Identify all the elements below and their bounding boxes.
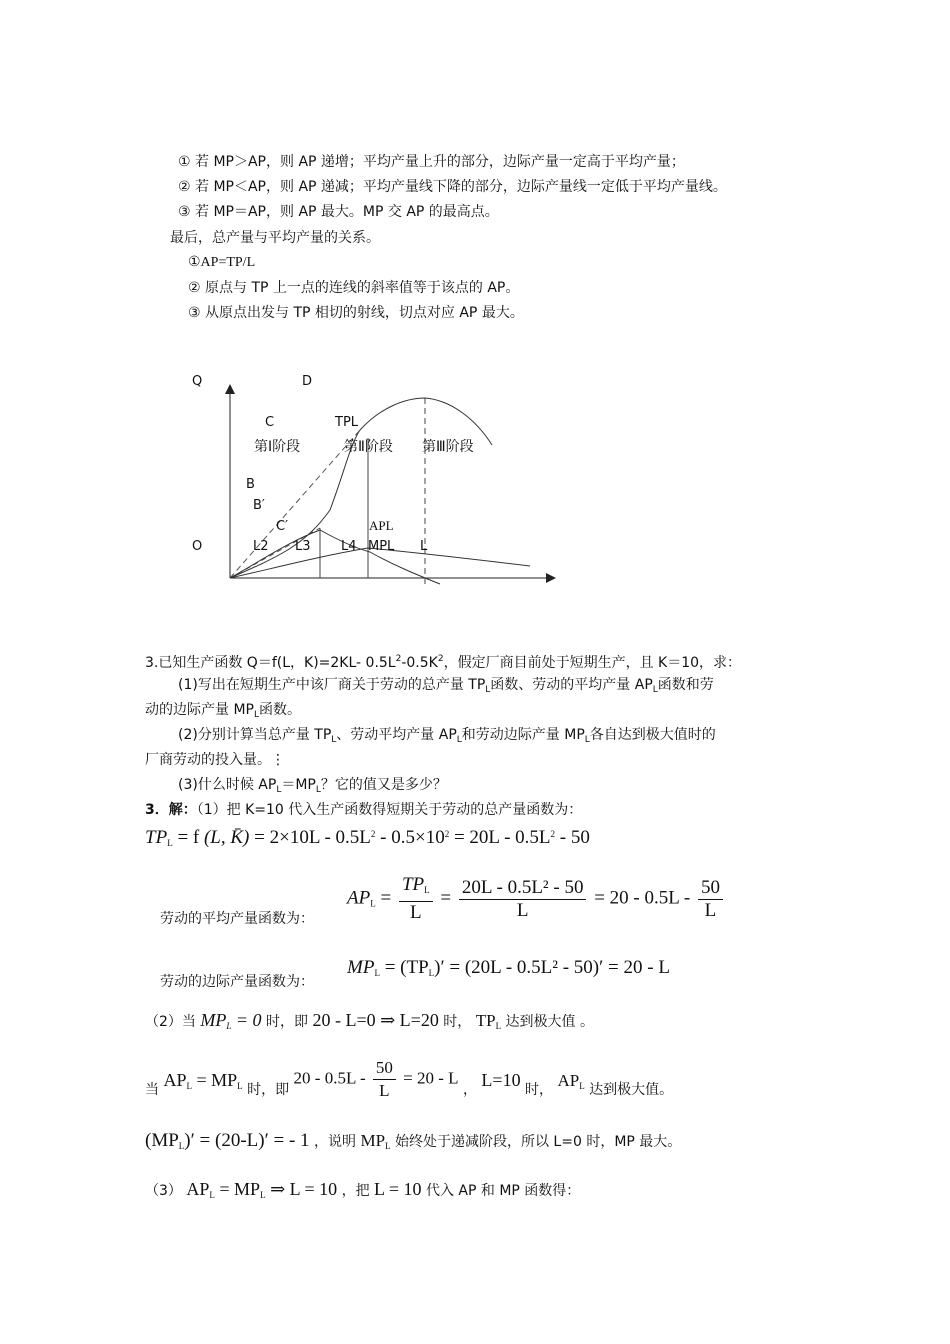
label-b-prime: B′ — [253, 498, 265, 513]
question-1: (1)写出在短期生产中该厂商关于劳动的总产量 $TP_L$函数、劳动的平均产量 $AP_L$函数和劳 — [178, 677, 714, 695]
intro-heading: 最后，总产量与平均产量的关系。 — [170, 230, 380, 246]
intro-line-3: ③ 若 MP＝AP，则 AP 最大。MP 交 AP 的最高点。 — [178, 204, 499, 220]
mp-equation: $MP_L = (TP_L)' = (20L - 0.5L^2 - 50)' = 20 - L$ — [347, 957, 670, 978]
question-2-cont: 厂商劳动的投入量。⋮ — [145, 752, 285, 768]
part-2-ap-line: 当 $AP_L = MP_L$ 时，即 20 - 0.5L - $\frac{50}{L}$ = 20 - L ， L=10 时， $AP_L$ 达到极大值。 — [145, 1058, 674, 1100]
question-2: (2)分别计算当总产量 $TP_L$、劳动平均产量 $AP_L$和劳动边际产量 $MP_L$各自达到极大值时的 — [178, 727, 716, 745]
question-1-cont: 动的边际产量 $MP_L$函数。 — [145, 702, 301, 720]
label-l: L — [420, 539, 428, 554]
intro-item-2: ② 原点与 TP 上一点的连线的斜率值等于该点的 AP。 — [188, 280, 520, 296]
intro-line-1: ① 若 MP＞AP，则 AP 递增；平均产量上升的部分，边际产量一定高于平均产量； — [178, 154, 685, 170]
label-stage-3: 第Ⅲ阶段 — [422, 439, 474, 455]
question-3: (3)什么时候 $AP_L=MP_L$？它的值又是多少？ — [178, 777, 447, 795]
intro-line-2: ② 若 MP＜AP，则 AP 递减；平均产量线下降的部分，边际产量线一定低于平均产量线。 — [178, 179, 727, 195]
part-3-line: （3） $AP_L = MP_L$ ⇒ L = 10 ，把 L = 10 代入 AP 和 MP 函数得： — [145, 1179, 581, 1200]
y-axis-arrow — [225, 384, 235, 394]
label-c-prime: C′ — [276, 519, 289, 534]
label-stage-1: 第Ⅰ阶段 — [254, 439, 301, 455]
ap-label: 劳动的平均产量函数为： — [160, 911, 314, 927]
label-b: B — [246, 477, 255, 492]
label-l3: L3 — [295, 539, 311, 554]
label-stage-2: 第Ⅱ阶段 — [344, 439, 393, 455]
intro-item-1: ①AP=TP/L — [188, 255, 256, 270]
label-c: C — [265, 415, 275, 430]
label-mpl: MPL — [368, 539, 395, 554]
label-apl: APL — [369, 518, 394, 533]
label-l4: L4 — [341, 539, 357, 554]
intro-item-3: ③ 从原点出发与 TP 相切的射线，切点对应 AP 最大。 — [188, 305, 524, 321]
x-axis-arrow — [546, 573, 556, 583]
problem-stem: 3.已知生产函数 Q＝f(L，K)=2KL- $0.5L^2-0.5K^2$，假定厂商目前处于短期生产，且 K＝10，求： — [145, 654, 742, 671]
solution-heading: 3．解：（1）把 K=10 代入生产函数得短期关于劳动的总产量函数为： — [145, 802, 583, 818]
label-o: O — [192, 539, 203, 554]
production-stages-diagram — [0, 0, 950, 620]
mp-derivative-line: $(MP_L)' = (20-L)'$ = - 1 ，说明 $MP_L$ 始终处于递减阶段，所以 L=0 时，MP 最大。 — [145, 1130, 682, 1151]
label-q: Q — [192, 374, 203, 389]
tp-equation: $TP_L = f$ (L, K̄) = $2\times 10L - 0.5L^2 - 0.5\times 10^2 = 20L - 0.5L^2 - 50$ — [145, 827, 590, 848]
label-l2: L2 — [253, 539, 269, 554]
part-2-line: （2）当 $MP_L = 0$ 时，即 20 - L=0 ⇒ L=20 时， $TP_L$ 达到极大值 。 — [145, 1010, 594, 1031]
label-d: D — [302, 374, 313, 389]
label-tpl: TPL — [335, 415, 359, 430]
mp-label: 劳动的边际产量函数为： — [160, 974, 314, 990]
ap-equation: $AP_L$ = $\frac{TP_L}{L}$ = $\frac{\text{20L - 0.5L² - 50}}{L}$ = 20 - 0.5L - $\frac{50}{L}$ — [347, 874, 726, 924]
